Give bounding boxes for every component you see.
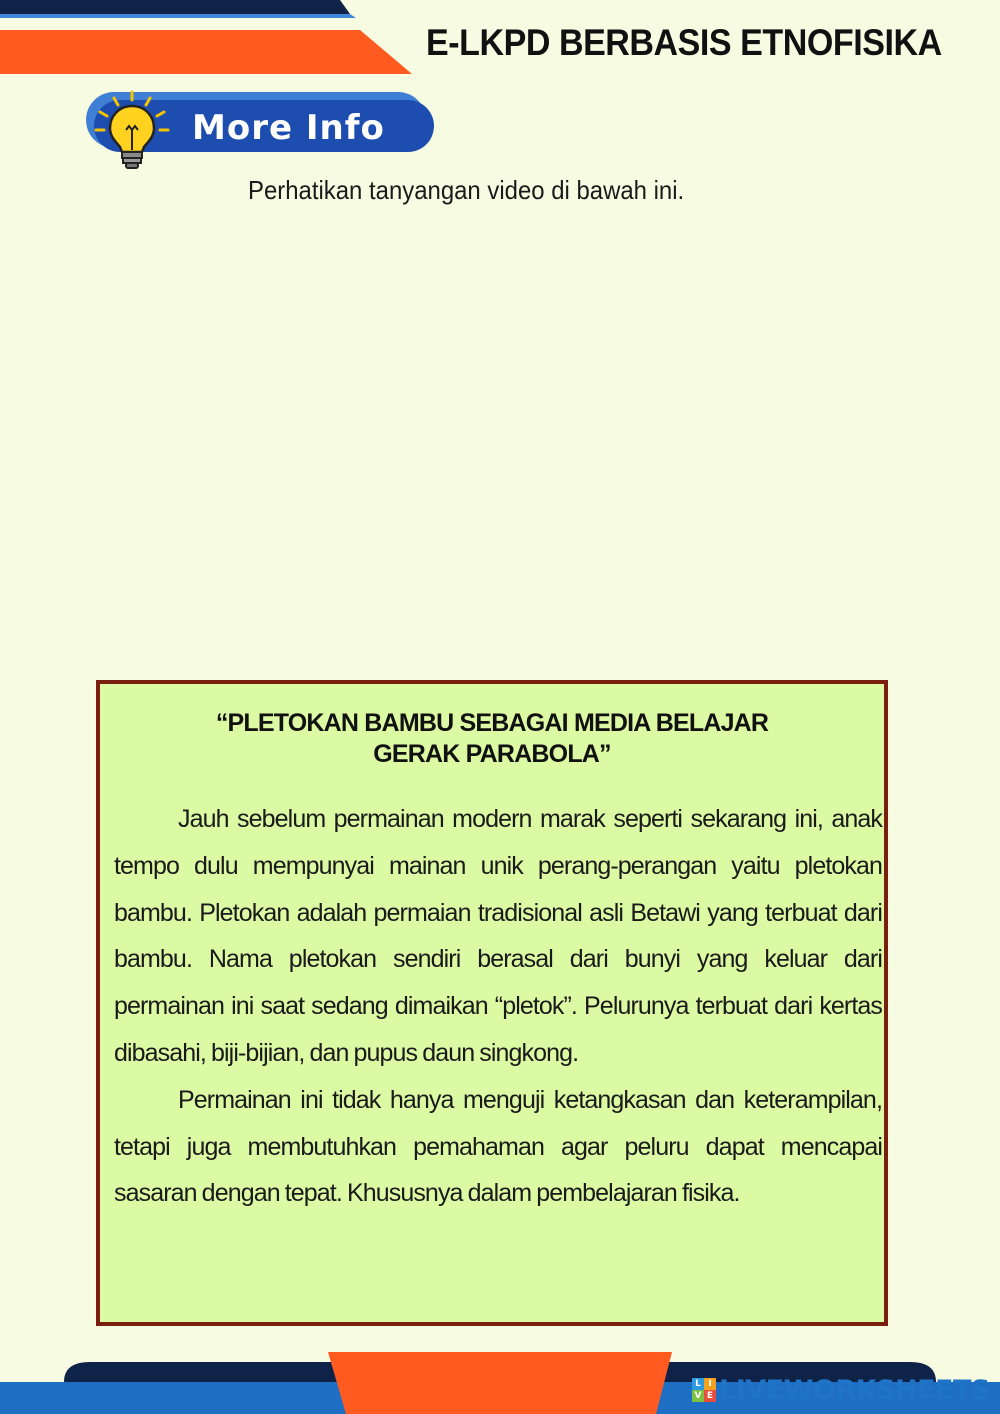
document-title: E-LKPD BERBASIS ETNOFISIKA xyxy=(426,22,942,63)
story-paragraph-2: Permainan ini tidak hanya menguji ketangkasan dan keterampilan, tetapi juga membutuhkan pemahaman agar peluru dapat mencapai sasaran dengan tepat. Khususnya dalam pembelajaran fisika. xyxy=(114,1085,882,1208)
video-placeholder[interactable] xyxy=(100,230,900,660)
more-info-badge xyxy=(82,90,434,154)
story-box xyxy=(96,680,888,1326)
header-decoration xyxy=(0,0,420,80)
lightbulb-icon xyxy=(92,90,172,176)
logo-letter-l: L xyxy=(692,1378,704,1390)
logo-letter-v: V xyxy=(692,1390,704,1402)
more-info-label: More Info xyxy=(192,108,385,148)
story-title xyxy=(100,708,884,770)
liveworksheets-brand: LIVEWORKSHEETS xyxy=(719,1374,990,1406)
liveworksheets-icon xyxy=(692,1378,716,1402)
logo-letter-e: E xyxy=(704,1390,716,1402)
liveworksheets-logo[interactable] xyxy=(692,1374,990,1406)
story-title-line-1: “PLETOKAN BAMBU SEBAGAI MEDIA BELAJAR xyxy=(215,709,769,737)
logo-letter-i: I xyxy=(704,1378,716,1390)
story-body xyxy=(114,796,882,1217)
story-title-line-2: GERAK PARABOLA” xyxy=(373,740,611,768)
story-paragraph-1: Jauh sebelum permainan modern marak seperti sekarang ini, anak tempo dulu mempunyai mainan unik perang-perangan yaitu pletokan bambu. Pletokan adalah permaian tradisional asli Betawi yang terbuat dari bambu. Nama pletokan sendiri berasal dari bunyi yang keluar dari permainan ini saat sedang dimaikan “pletok”. Pelurunya terbuat dari kertas dibasahi, biji-bijian, dan pupus daun singkong. xyxy=(114,805,882,1067)
instruction-text: Perhatikan tanyangan video di bawah ini. xyxy=(248,175,685,205)
